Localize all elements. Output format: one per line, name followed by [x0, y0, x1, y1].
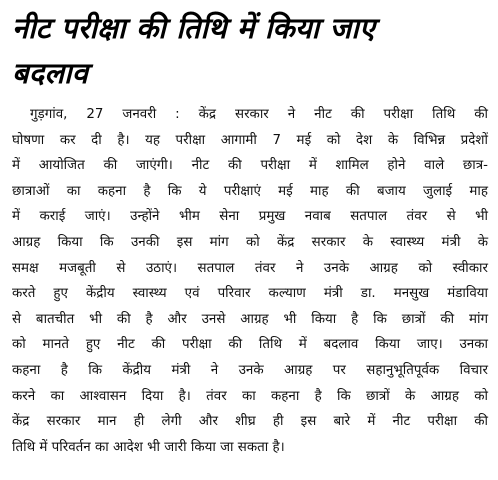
body-line: आग्रह किया कि उनकी इस मांग को केंद्र सरकार के स्वास्थ्य मंत्री के: [12, 234, 488, 250]
body-line: करते हुए केंद्रीय स्वास्थ्य एवं परिवार कल्याण मंत्री डा. मनसुख मंडाविया: [12, 286, 488, 302]
body-line: गुड़गांव, 27 जनवरी : केंद्र सरकार ने नीट की परीक्षा तिथि की: [30, 107, 488, 122]
body-line: तिथि में परिवर्तन का आदेश भी जारी किया जा सकता है।: [12, 439, 285, 455]
body-line: घोषणा कर दी है। यह परीक्षा आगामी 7 मई को देश के विभिन्न प्रदेशों: [12, 132, 488, 148]
body-line: कहना है कि केंद्रीय मंत्री ने उनके आग्रह पर सहानुभूतिपूर्वक विचार: [12, 362, 488, 378]
headline: [12, 6, 488, 96]
headline-line-2: बदलाव: [12, 56, 89, 90]
headline-line-1: नीट परीक्षा की तिथि में किया जाए: [12, 11, 376, 45]
body-line: समक्ष मजबूती से उठाएं। सतपाल तंवर ने उनके आग्रह को स्वीकार: [12, 260, 488, 276]
body-line: केंद्र सरकार मान ही लेगी और शीघ्र ही इस बारे में नीट परीक्षा की: [12, 414, 488, 430]
body-line: छात्राओं का कहना है कि ये परीक्षाएं मई माह की बजाय जुलाई माह: [12, 183, 488, 199]
body-line: में आयोजित की जाएंगी। नीट की परीक्षा में शामिल होने वाले छात्र-: [12, 158, 488, 174]
article-body: [12, 102, 488, 460]
body-line: से बातचीत भी की है और उनसे आग्रह भी किया है कि छात्रों की मांग: [12, 311, 488, 327]
body-line: को मानते हुए नीट की परीक्षा की तिथि में बदलाव किया जाए। उनका: [12, 337, 488, 353]
body-line: करने का आश्वासन दिया है। तंवर का कहना है कि छात्रों के आग्रह को: [12, 388, 488, 404]
body-line: में कराई जाएं। उन्होंने भीम सेना प्रमुख नवाब सतपाल तंवर से भी: [12, 209, 488, 225]
